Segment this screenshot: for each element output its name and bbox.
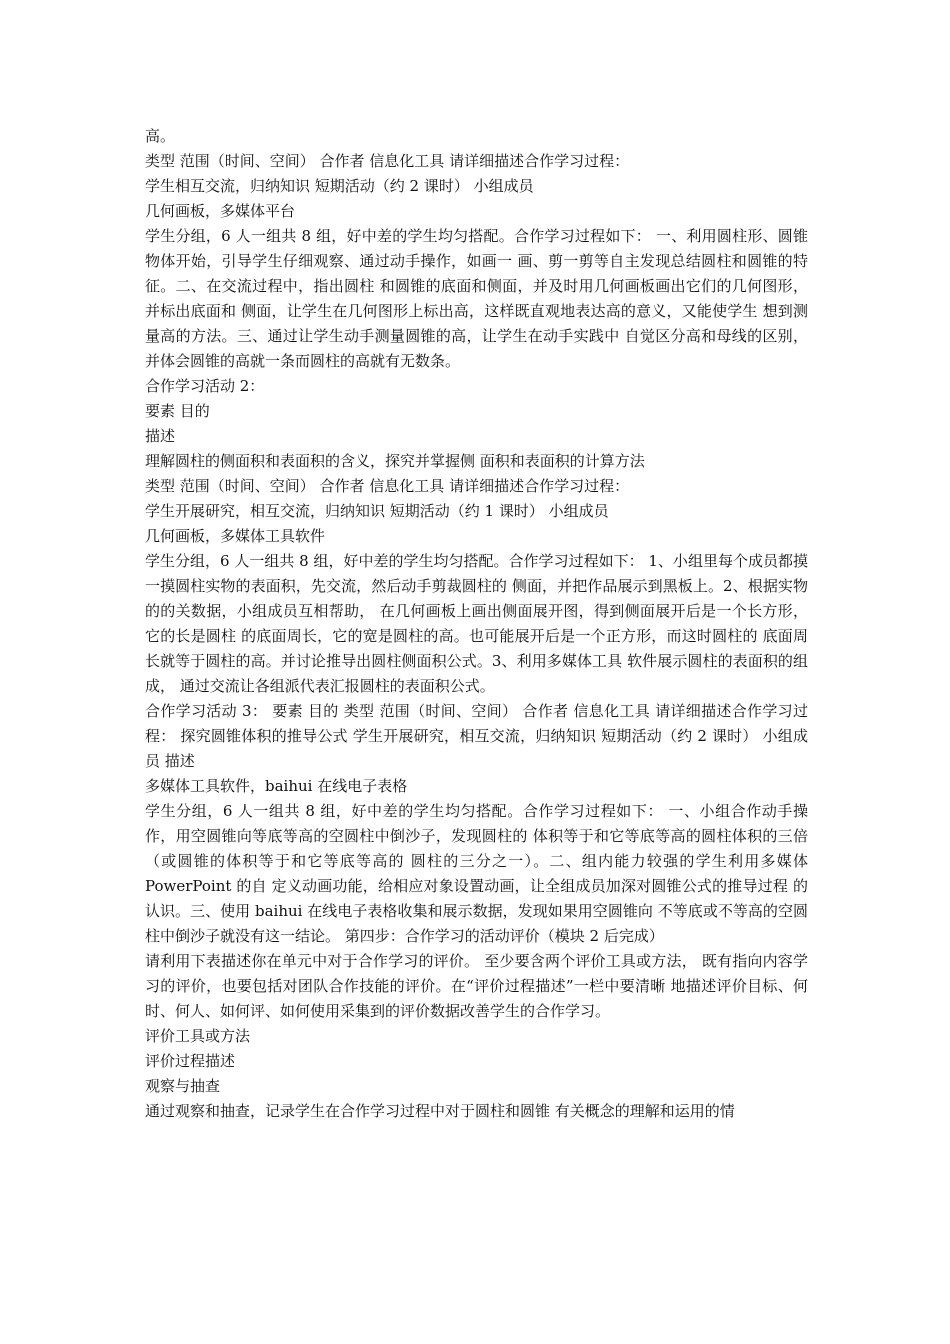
evaluation-method: 观察与抽查 [145, 1077, 221, 1095]
evaluation-tool-label: 评价工具或方法 [145, 1027, 251, 1045]
document-body [145, 124, 808, 1124]
activity-table-header: 类型 范围（时间、空间） 合作者 信息化工具 请详细描述合作学习过程： [145, 152, 630, 170]
activity-type-row: 学生相互交流，归纳知识 短期活动（约 2 课时） 小组成员 [145, 177, 534, 195]
activity-table-header: 类型 范围（时间、空间） 合作者 信息化工具 请详细描述合作学习过程： [145, 477, 630, 495]
process-description: 学生分组，6 人一组共 8 组，好中差的学生均匀搭配。合作学习过程如下： 一、小组合作动手操作，用空圆锥向等底等高的空圆柱中倒沙子，发现圆柱的 体积等于和它等底等高的圆柱体积的三倍（或圆锥的体积等于和它等底等高的 圆柱的三分之一）。二、组内能力较强的学生利用多媒体 PowerPoint 的自 定义动画功能，给相应对象设置动画，让全组成员加深对圆锥公式的推导过程 的认识。三、使用 baihui 在线电子表格收集和展示数据，发现如果用空圆锥向 不等底或不等高的空圆柱中倒沙子就没有这一结论。 第四步：合作学习的活动评价（模块 2 后完成） [145, 802, 808, 945]
evaluation-method-description: 通过观察和抽查，记录学生在合作学习过程中对于圆柱和圆锥 有关概念的理解和运用的情 [145, 1102, 735, 1120]
evaluation-process-label: 评价过程描述 [145, 1052, 236, 1070]
evaluation-instructions: 请利用下表描述你在单元中对于合作学习的评价。 至少要含两个评价工具或方法， 既有指向内容学习的评价，也要包括对团队合作技能的评价。在“评价过程描述”一栏中要清晰 地描述评价目标、何时、何人、如何评、如何使用采集到的评价数据改善学生的合作学习。 [145, 952, 808, 1020]
activity-heading: 合作学习活动 2： [145, 377, 265, 395]
tools-row: 多媒体工具软件，baihui 在线电子表格 [145, 777, 408, 795]
process-description: 学生分组，6 人一组共 8 组，好中差的学生均匀搭配。合作学习过程如下： 一、利用圆柱形、圆锥物体开始，引导学生仔细观察、通过动手操作，如画一 画、剪一剪等自主发现总结圆柱和圆锥的特征。二、在交流过程中，指出圆柱 和圆锥的底面和侧面，并及时用几何画板画出它们的几何图形，并标出底面和 侧面，让学生在几何图形上标出高，这样既直观地表达高的意义，又能使学生 想到测量高的方法。三、通过让学生动手测量圆锥的高，让学生在动手实践中 自觉区分高和母线的区别，并体会圆锥的高就一条而圆柱的高就有无数条。 [145, 227, 808, 370]
text-fragment: 高。 [145, 127, 176, 145]
process-description: 学生分组，6 人一组共 8 组，好中差的学生均匀搭配。合作学习过程如下： 1、小组里每个成员都摸一摸圆柱实物的表面积，先交流，然后动手剪裁圆柱的 侧面，并把作品展示到黑板上。2、根据实物的的关数据，小组成员互相帮助， 在几何画板上画出侧面展开图，得到侧面展开后是一个长方形，它的长是圆柱 的底面周长，它的宽是圆柱的高。也可能展开后是一个正方形，而这时圆柱的 底面周长就等于圆柱的高。并讨论推导出圆柱侧面积公式。3、利用多媒体工具 软件展示圆柱的表面积的组成， 通过交流让各组派代表汇报圆柱的表面积公式。 [145, 552, 808, 695]
activity-type-row: 学生开展研究，相互交流，归纳知识 短期活动（约 1 课时） 小组成员 [145, 502, 609, 520]
activity-heading: 合作学习活动 3： 要素 目的 类型 范围（时间、空间） 合作者 信息化工具 请详细描述合作学习过程： 探究圆锥体积的推导公式 学生开展研究，相互交流，归纳知识 短期活动（约 2 课时） 小组成员 描述 [145, 702, 808, 770]
tools-row: 几何画板，多媒体工具软件 [145, 527, 326, 545]
tools-row: 几何画板，多媒体平台 [145, 202, 296, 220]
purpose-text: 理解圆柱的侧面积和表面积的含义，探究并掌握侧 面积和表面积的计算方法 [145, 452, 645, 470]
description-label: 描述 [145, 427, 176, 445]
element-purpose-row: 要素 目的 [145, 402, 210, 420]
